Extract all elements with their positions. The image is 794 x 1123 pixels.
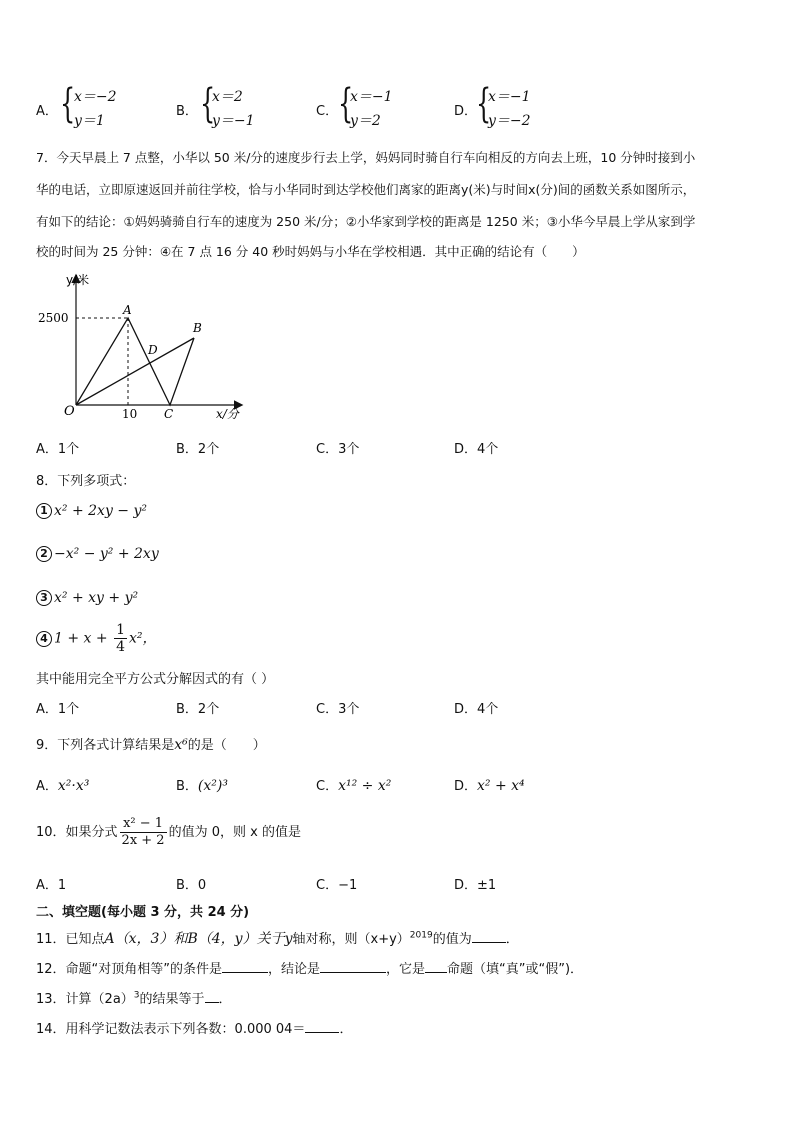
q7-text-line-4: 校的时间为 25 分钟：④在 7 点 16 分 40 秒时妈妈与小华在学校相遇．其中正确的结论有（ ） (36, 244, 585, 259)
q11-exponent: 2019 (409, 930, 433, 941)
q9-option-a (36, 775, 89, 794)
q14 (36, 1018, 352, 1037)
q7-option-c: C．3个 (316, 442, 360, 457)
q10-option-c: C．−1 (316, 878, 358, 893)
brace: { (200, 81, 216, 127)
q6-d-y: y＝−2 (488, 113, 531, 129)
fraction-denominator: 2x + 2 (121, 833, 165, 848)
q7-text-line-1: 7．今天早晨上 7 点整，小华以 50 米/分的速度步行去上学，妈妈同时骑自行车向相反的方向去上班，10 分钟时接到小 (36, 150, 696, 165)
point-d-label: D (148, 343, 158, 357)
answer-blank[interactable] (425, 960, 447, 973)
q11-point-b: B（4，y）关于 (187, 931, 285, 947)
q12-text: 12．命题“对顶角相等”的条件是 (36, 962, 223, 977)
q9-option-d (454, 775, 525, 794)
q6-d-x: x＝−1 (488, 89, 531, 105)
q12-text: ，结论是 (268, 962, 321, 977)
answer-blank[interactable] (205, 990, 219, 1003)
circled-number: 4 (36, 631, 52, 647)
q6-c-y: y＝2 (350, 113, 381, 129)
q6-a-x: x＝−2 (74, 89, 117, 105)
q10-option-d: D．±1 (454, 878, 497, 893)
q13-text: 的结果等于 (139, 992, 205, 1007)
q6-option-d (454, 100, 477, 119)
q13-text: 13．计算（2a） (36, 992, 134, 1007)
q11 (36, 928, 519, 948)
q7-option-b: B．2个 (176, 442, 220, 457)
q8-option-d: D．4个 (454, 702, 499, 717)
q11-axis: y (284, 931, 293, 947)
q11-text-mid: 轴对称，则（x+y） (292, 932, 410, 947)
q7-option-a: A．1个 (36, 442, 80, 457)
option-label: A． (36, 104, 58, 119)
option-expr: (x²)³ (197, 778, 228, 794)
q8-item-4 (36, 622, 157, 655)
y-axis-label: y/米 (66, 273, 90, 287)
q14-text: ． (339, 1022, 353, 1037)
q11-text: 11．已知点 (36, 932, 105, 947)
option-expr: x² + x⁴ (477, 778, 525, 794)
q11-text-end: ． (505, 932, 519, 947)
point-b-label: B (193, 321, 202, 335)
y-tick-label: 2500 (38, 311, 69, 325)
q8-item-expr: −x² − y² + 2xy (54, 546, 159, 562)
q8-item-3 (36, 590, 138, 606)
xiaohua-path-line (76, 338, 194, 405)
q12 (36, 958, 583, 977)
q6-option-b (176, 100, 198, 119)
q9-option-b (176, 775, 228, 794)
q10-stem-pre: 10．如果分式 (36, 825, 118, 840)
circled-number: 2 (36, 546, 52, 562)
option-label: C． (316, 104, 339, 119)
q14-text: 14．用科学记数法表示下列各数：0.000 04＝ (36, 1022, 306, 1037)
q13 (36, 988, 232, 1007)
q10-option-b: B．0 (176, 878, 207, 893)
circled-number: 1 (36, 503, 52, 519)
q10-stem-post: 的值为 0，则 x 的值是 (168, 825, 301, 840)
q11-point-a: A（x，3）和 (104, 931, 188, 947)
fraction-numerator: 1 (116, 622, 125, 638)
brace: { (476, 81, 492, 127)
q6-option-a (36, 100, 58, 119)
q6-option-c (316, 100, 338, 119)
q9-option-c (316, 775, 391, 794)
answer-blank[interactable] (222, 960, 268, 973)
option-label: C． (316, 779, 339, 794)
q9-stem-math: x⁶ (174, 737, 188, 753)
q10-fraction (120, 816, 167, 849)
fraction-numerator: x² − 1 (120, 816, 167, 833)
q9-stem-text: 9．下列各式计算结果是 (36, 738, 175, 753)
option-label: A． (36, 779, 58, 794)
q8-item-expr: x² + xy + y² (54, 590, 139, 606)
option-expr: x²·x³ (57, 778, 90, 794)
q10-option-a: A．1 (36, 878, 67, 893)
q8-item-expr-post: x²， (129, 630, 157, 647)
q6-b-y: y＝−1 (212, 113, 255, 129)
q13-exponent: 3 (133, 990, 140, 1001)
point-a-label: A (123, 303, 132, 317)
mother-path-line (76, 318, 194, 405)
q7-option-d: D．4个 (454, 442, 499, 457)
q12-text: 命题（填“真”或“假”)． (447, 962, 584, 977)
q9-stem (36, 734, 266, 753)
q8-item-expr: x² + 2xy − y² (54, 503, 148, 519)
fraction (114, 622, 127, 655)
option-expr: x¹² ÷ x² (338, 778, 392, 794)
q8-option-c: C．3个 (316, 702, 360, 717)
x-tick-label: 10 (122, 407, 138, 421)
origin-label: O (64, 404, 75, 419)
option-label: D． (454, 104, 478, 119)
q6-a-y: y＝1 (74, 113, 105, 129)
q11-text-post: 的值为 (432, 932, 472, 947)
q9-stem-end: 的是（ ） (187, 738, 266, 753)
circled-number: 3 (36, 590, 52, 606)
option-label: B． (176, 779, 198, 794)
answer-blank[interactable] (472, 930, 506, 943)
q6-c-x: x＝−1 (350, 89, 393, 105)
q12-text: ，它是 (386, 962, 426, 977)
option-label: D． (454, 779, 478, 794)
option-label: B． (176, 104, 198, 119)
q8-option-b: B．2个 (176, 702, 220, 717)
point-c-label: C (164, 407, 174, 421)
q13-text: ． (218, 992, 232, 1007)
fraction-denominator: 4 (116, 639, 125, 655)
q8-item-2 (36, 546, 159, 562)
q7-text-line-3: 有如下的结论：①妈妈骑骑自行车的速度为 250 米/分；②小华家到学校的距离是 1250 米；③小华今早晨上学从家到学 (36, 214, 696, 229)
q8-item-1 (36, 503, 147, 519)
answer-blank[interactable] (305, 1020, 339, 1033)
q6-b-x: x＝2 (212, 89, 243, 105)
q7-function-graph (36, 268, 256, 428)
answer-blank[interactable] (320, 960, 386, 973)
q8-question: 其中能用完全平方公式分解因式的有（ ） (36, 672, 275, 687)
x-axis-label: x/分 (216, 407, 239, 421)
q7-text-line-2: 华的电话，立即原速返回并前往学校，恰与小华同时到达学校他们离家的距离y(米)与时间x(分)间的函数关系如图所示， (36, 182, 696, 197)
section-title: 二、填空题(每小题 3 分，共 24 分) (36, 905, 250, 920)
q8-item-expr-pre: 1 + x + (54, 630, 113, 647)
brace: { (338, 81, 354, 127)
brace: { (60, 81, 76, 127)
q8-option-a: A．1个 (36, 702, 80, 717)
q8-stem: 8．下列多项式： (36, 474, 136, 489)
q10-stem (36, 816, 301, 849)
